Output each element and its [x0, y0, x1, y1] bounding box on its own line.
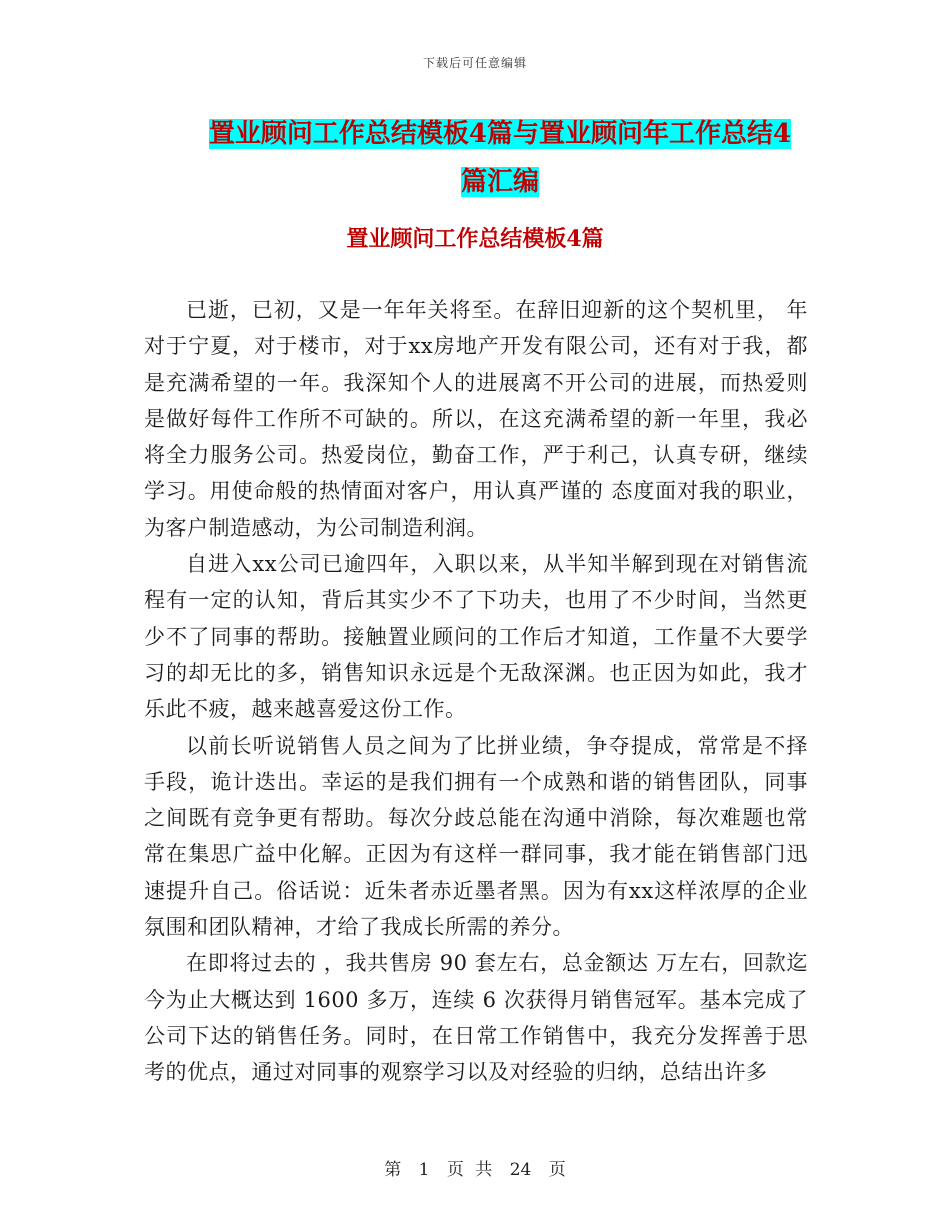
- document-title-line2: 篇汇编: [460, 167, 539, 197]
- document-title-line1: 置业顾问工作总结模板4篇与置业顾问年工作总结4: [208, 119, 792, 149]
- paragraph: 自进入xx公司已逾四年，入职以来，从半知半解到现在对销售流程有一定的认知，背后其实少不了下功夫，也用了不少时间，当然更少不了同事的帮助。接触置业顾问的工作后才知道，工作量不大要学习的却无比的多，销售知识永远是个无敌深渊。也正因为如此，我才乐此不疲，越来越喜爱这份工作。: [144, 552, 808, 722]
- document-title: [150, 110, 850, 206]
- footer-total-pages: 24: [509, 1160, 532, 1180]
- footer-current-page: 1: [418, 1160, 430, 1180]
- section-title: 置业顾问工作总结模板4篇: [346, 226, 604, 252]
- paragraph: 在即将过去的 ，我共售房 90 套左右，总金额达 万左右，回款迄今为止大概达到 1600 多万，连续 6 次获得月销售冠军。基本完成了公司下达的销售任务。同时，在日常工作销售中，我充分发挥善于思考的优点，通过对同事的观察学习以及对经验的归纳，总结出许多: [144, 951, 808, 1085]
- footer-suffix: 页: [548, 1160, 566, 1180]
- document-body: [144, 292, 808, 1091]
- paragraph: 已逝，已初，又是一年年关将至。在辞旧迎新的这个契机里， 年对于宁夏，对于楼市，对于xx房地产开发有限公司，还有对于我，都是充满希望的一年。我深知个人的进展离不开公司的进展，而热爱则是做好每件工作所不可缺的。所以，在这充满希望的新一年里，我必将全力服务公司。热爱岗位，勤奋工作，严于利己，认真专研，继续学习。用使命般的热情面对客户，用认真严谨的 态度面对我的职业，为客户制造感动，为公司制造利润。: [144, 298, 808, 540]
- footer-prefix: 第: [384, 1160, 402, 1180]
- header-note: 下载后可任意编辑: [422, 56, 527, 70]
- page-footer: [0, 1155, 950, 1180]
- footer-middle: 页 共: [446, 1160, 493, 1180]
- paragraph: 以前长听说销售人员之间为了比拼业绩，争夺提成，常常是不择手段，诡计迭出。幸运的是我们拥有一个成熟和谐的销售团队，同事之间既有竞争更有帮助。每次分歧总能在沟通中消除，每次难题也常常在集思广益中化解。正因为有这样一群同事，我才能在销售部门迅速提升自己。俗话说：近朱者赤近墨者黑。因为有xx这样浓厚的企业氛围和团队精神，才给了我成长所需的养分。: [144, 733, 808, 940]
